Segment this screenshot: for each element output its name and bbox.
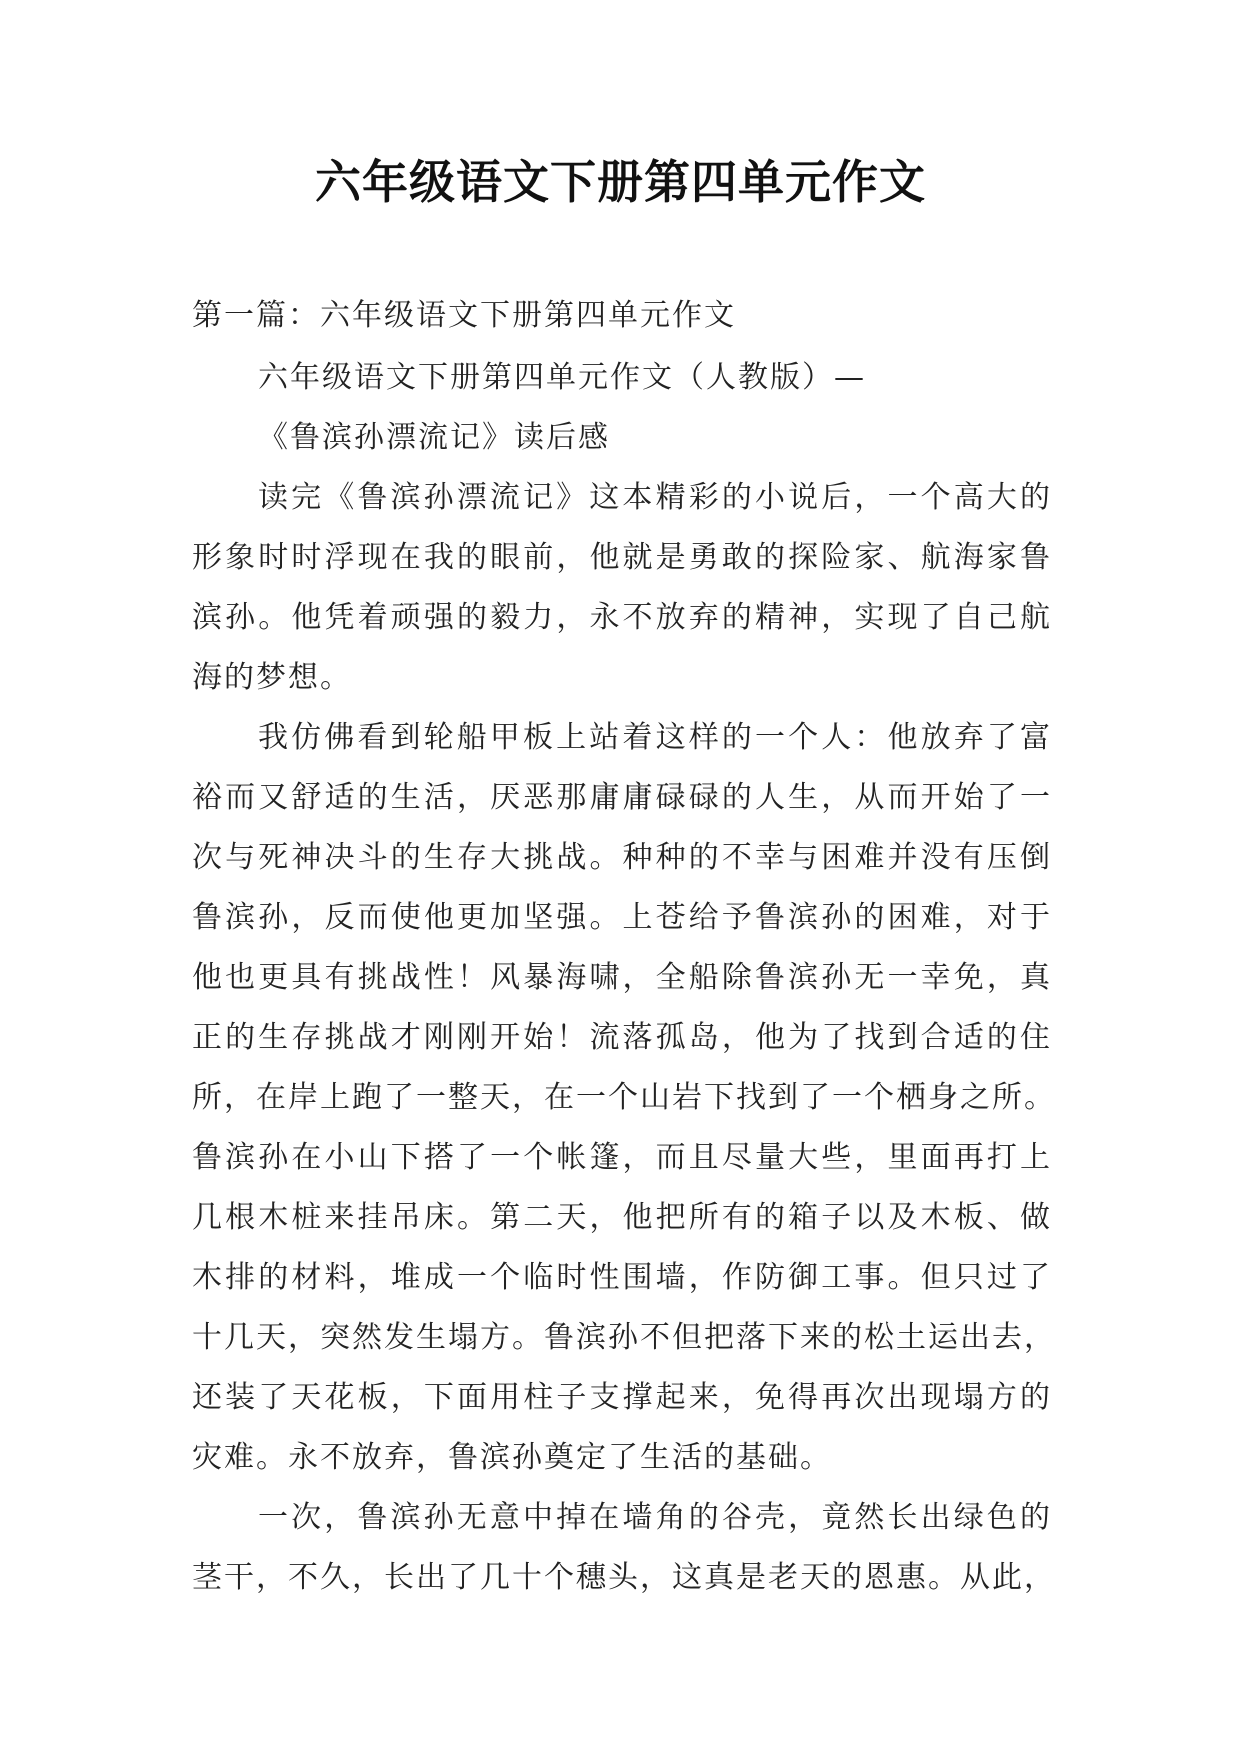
body-text-line: 海的梦想。	[192, 660, 352, 695]
body-text-line: 茎干，不久，长出了几十个穗头，这真是老天的恩惠。从此，	[192, 1560, 1056, 1595]
body-text-line: 次与死神决斗的生存大挑战。种种的不幸与困难并没有压倒	[192, 840, 1052, 875]
body-text-line: 裕而又舒适的生活，厌恶那庸庸碌碌的人生，从而开始了一	[192, 780, 1052, 815]
body-text-line: 我仿佛看到轮船甲板上站着这样的一个人：他放弃了富	[258, 720, 1052, 755]
body-text-line: 鲁滨孙，反而使他更加坚强。上苍给予鲁滨孙的困难，对于	[192, 900, 1052, 935]
body-text-line: 木排的材料，堆成一个临时性围墙，作防御工事。但只过了	[192, 1260, 1052, 1295]
body-text-line: 十几天，突然发生塌方。鲁滨孙不但把落下来的松土运出去，	[192, 1320, 1056, 1355]
body-text-line: 一次，鲁滨孙无意中掉在墙角的谷壳，竟然长出绿色的	[258, 1500, 1052, 1535]
body-text-line: 鲁滨孙在小山下搭了一个帐篷，而且尽量大些，里面再打上	[192, 1140, 1052, 1175]
document-title: 六年级语文下册第四单元作文	[315, 155, 926, 209]
body-text-line: 所，在岸上跑了一整天，在一个山岩下找到了一个栖身之所。	[192, 1080, 1056, 1115]
article-subtitle-line-2: 《鲁滨孙漂流记》读后感	[258, 420, 610, 455]
body-text-line: 形象时时浮现在我的眼前，他就是勇敢的探险家、航海家鲁	[192, 540, 1052, 575]
body-text-line: 灾难。永不放弃，鲁滨孙奠定了生活的基础。	[192, 1440, 832, 1475]
body-text-line: 几根木桩来挂吊床。第二天，他把所有的箱子以及木板、做	[192, 1200, 1052, 1235]
body-text-line: 他也更具有挑战性！风暴海啸，全船除鲁滨孙无一幸免，真	[192, 960, 1052, 995]
body-text-line: 读完《鲁滨孙漂流记》这本精彩的小说后，一个高大的	[258, 480, 1052, 515]
body-text-line: 正的生存挑战才刚刚开始！流落孤岛，他为了找到合适的住	[192, 1020, 1052, 1055]
body-text-line: 滨孙。他凭着顽强的毅力，永不放弃的精神，实现了自己航	[192, 600, 1052, 635]
article-subtitle-line-1: 六年级语文下册第四单元作文（人教版）—	[258, 360, 866, 395]
body-text-line: 还装了天花板，下面用柱子支撑起来，免得再次出现塌方的	[192, 1380, 1052, 1415]
section-heading: 第一篇：六年级语文下册第四单元作文	[192, 298, 736, 333]
